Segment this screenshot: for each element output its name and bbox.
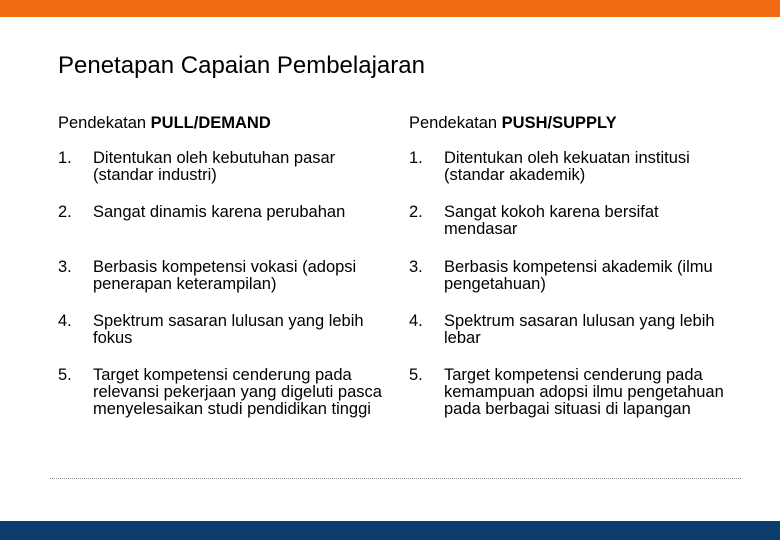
item-text: Target kompetensi cenderung pada kemampuan adopsi ilmu pengetahuan pada berbagai situasi di lapangan bbox=[444, 366, 724, 418]
heading-bold: PUSH/SUPPLY bbox=[501, 114, 617, 132]
list-item bbox=[409, 313, 729, 347]
item-number: 3. bbox=[409, 258, 423, 276]
item-text: Berbasis kompetensi vokasi (adopsi penerapan keterampilan) bbox=[93, 258, 357, 293]
item-text: Ditentukan oleh kekuatan institusi (standar akademik) bbox=[444, 149, 690, 184]
column-pull-demand bbox=[58, 113, 398, 418]
heading-prefix: Pendekatan bbox=[58, 114, 147, 132]
column-heading bbox=[58, 113, 398, 133]
item-number: 5. bbox=[58, 366, 72, 384]
item-text: Berbasis kompetensi akademik (ilmu pengetahuan) bbox=[444, 258, 713, 293]
item-text: Sangat dinamis karena perubahan bbox=[93, 203, 346, 221]
list-item bbox=[58, 150, 378, 184]
item-number: 2. bbox=[409, 203, 423, 221]
slide-title: Penetapan Capaian Pembelajaran bbox=[58, 52, 425, 79]
item-number: 4. bbox=[58, 312, 72, 330]
list-item bbox=[409, 367, 729, 418]
item-text: Spektrum sasaran lulusan yang lebih lebar bbox=[444, 312, 715, 347]
list-item bbox=[58, 366, 382, 418]
top-accent-bar bbox=[0, 0, 780, 17]
list-item bbox=[409, 204, 729, 238]
list-item bbox=[58, 204, 378, 221]
item-text: Spektrum sasaran lulusan yang lebih fokus bbox=[93, 312, 364, 347]
item-number: 5. bbox=[409, 366, 423, 384]
column-push-supply bbox=[409, 113, 749, 418]
item-number: 2. bbox=[58, 203, 72, 221]
dotted-divider bbox=[50, 478, 741, 479]
heading-bold: PULL/DEMAND bbox=[150, 114, 271, 132]
item-text: Target kompetensi cenderung pada relevansi pekerjaan yang digeluti pasca menyelesaikan studi pendidikan tinggi bbox=[93, 366, 382, 418]
item-number: 1. bbox=[58, 149, 72, 167]
item-text: Ditentukan oleh kebutuhan pasar (standar industri) bbox=[93, 149, 336, 184]
list-item bbox=[58, 259, 378, 293]
item-number: 1. bbox=[409, 149, 423, 167]
heading-prefix: Pendekatan bbox=[409, 114, 498, 132]
item-text: Sangat kokoh karena bersifat mendasar bbox=[444, 203, 659, 238]
item-number: 4. bbox=[409, 312, 423, 330]
list-item bbox=[409, 150, 729, 184]
item-number: 3. bbox=[58, 258, 72, 276]
bottom-accent-bar bbox=[0, 521, 780, 540]
list-item bbox=[409, 259, 729, 293]
column-heading bbox=[409, 113, 749, 133]
list-item bbox=[58, 313, 378, 347]
